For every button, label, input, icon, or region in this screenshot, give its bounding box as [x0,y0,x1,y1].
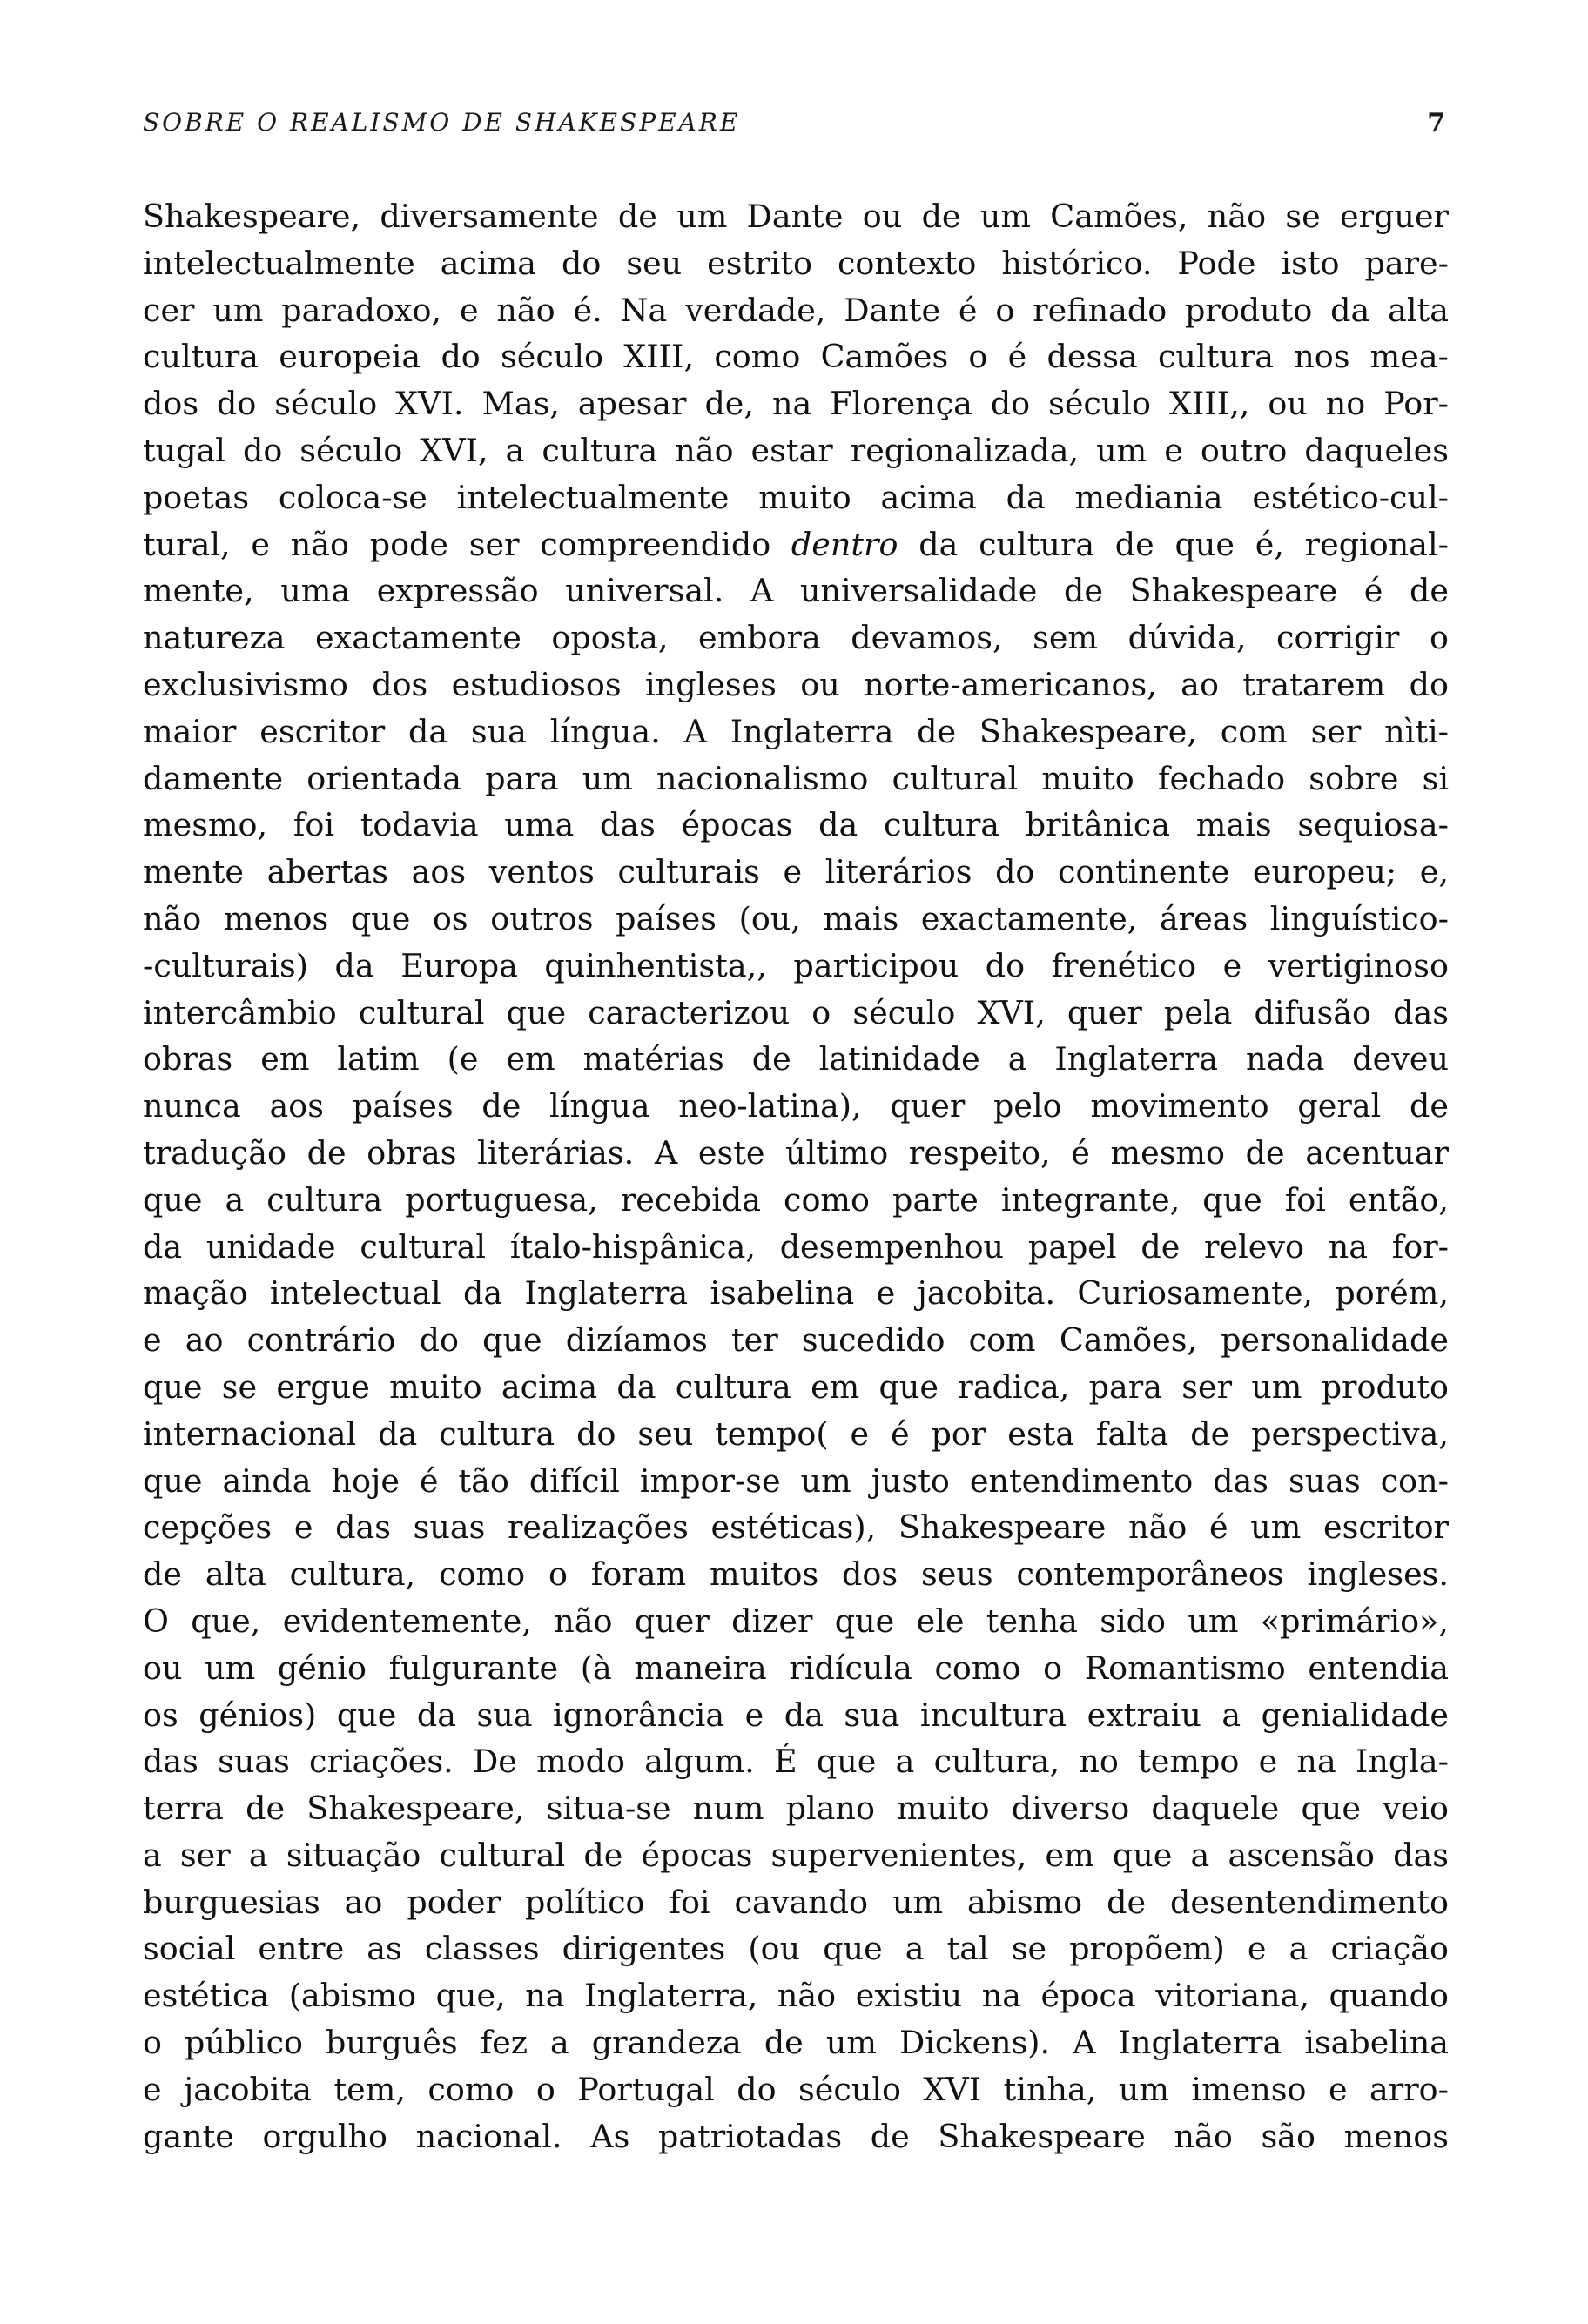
text-line: terra de Shakespeare, situa-se num plano muito diverso daquele que veio [143,1790,1449,1828]
text-line: tradução de obras literárias. A este último respeito, é mesmo de acentuar [143,1133,1449,1172]
text-line: ou um génio fulgurante (à maneira ridícula como o Romantismo entendia [143,1649,1449,1687]
text-line: o público burguês fez a grandeza de um Dickens). A Inglaterra isabelina [143,2024,1449,2062]
text-segment: da cultura de que é, regional- [898,525,1449,563]
text-line: internacional da cultura do seu tempo( e é por esta falta de perspectiva, [143,1414,1449,1453]
text-line: que a cultura portuguesa, recebida como parte integrante, que foi então, [143,1180,1449,1219]
text-line: burguesias ao poder político foi cavando um abismo de desentendimento [143,1883,1449,1921]
text-line: obras em latim (e em matérias de latinidade a Inglaterra nada deveu [143,1040,1449,1078]
text-line: Shakespeare, diversamente de um Dante ou de um Camões, não se erguer [143,198,1449,235]
running-header [143,108,1445,157]
text-line: mente, uma expressão universal. A universalidade de Shakespeare é de [143,572,1449,610]
text-line: cultura europeia do século XIII, como Camões o é dessa cultura nos mea- [143,338,1449,376]
text-line: -culturais) da Europa quinhentista,, participou do frenético e vertiginoso [143,946,1449,984]
text-line: que se ergue muito acima da cultura em que radica, para ser um produto [143,1367,1449,1406]
text-line: que ainda hoje é tão difícil impor-se um justo entendimento das suas con- [143,1461,1449,1500]
text-line: e jacobita tem, como o Portugal do século XVI tinha, um imenso e arro- [143,2070,1449,2108]
text-line: estética (abismo que, na Inglaterra, não existiu na época vitoriana, quando [143,1977,1449,2015]
text-line: a ser a situação cultural de épocas supervenientes, em que a ascensão das [143,1836,1449,1874]
text-line: nunca aos países de língua neo-latina), quer pelo movimento geral de [143,1087,1449,1125]
text-line-with-emphasis [143,521,1449,568]
text-segment: tural, e não pode ser compreendido [143,525,791,563]
text-line: dos do século XVI. Mas, apesar de, na Florença do século XIII,, ou no Por- [143,385,1449,423]
text-line: O que, evidentemente, não quer dizer que ele tenha sido um «primário», [143,1602,1449,1640]
text-line: e ao contrário do que dizíamos ter sucedido com Camões, personalidade [143,1321,1449,1360]
text-line: exclusivismo dos estudiosos ingleses ou norte-americanos, ao tratarem do [143,665,1449,703]
text-line: da unidade cultural ítalo-hispânica, desempenhou papel de relevo na for- [143,1227,1449,1266]
text-line: natureza exactamente oposta, embora devamos, sem dúvida, corrigir o [143,619,1449,657]
body-paragraph [143,193,1449,2159]
text-line: de alta cultura, como o foram muitos dos seus contemporâneos ingleses. [143,1555,1449,1594]
text-line: intercâmbio cultural que caracterizou o século XVI, quer pela difusão das [143,993,1449,1031]
emphasized-word: dentro [791,525,898,563]
text-line: intelectualmente acima do seu estrito contexto histórico. Pode isto pare- [143,244,1449,282]
text-line: mente abertas aos ventos culturais e literários do continente europeu; e, [143,853,1449,891]
text-line: mesmo, foi todavia uma das épocas da cultura britânica mais sequiosa- [143,806,1449,844]
text-line: das suas criações. De modo algum. É que a cultura, no tempo e na Ingla- [143,1743,1449,1781]
text-line: maior escritor da sua língua. A Inglaterra de Shakespeare, com ser nìti- [143,712,1449,750]
text-line: tugal do século XVI, a cultura não estar regionalizada, um e outro daqueles [143,431,1449,469]
text-line: não menos que os outros países (ou, mais exactamente, áreas linguístico- [143,899,1449,937]
text-line: gante orgulho nacional. As patriotadas de Shakespeare não são menos [143,2117,1449,2155]
page-number: 7 [1427,108,1445,138]
text-line: cepções e das suas realizações estéticas), Shakespeare não é um escritor [143,1508,1449,1547]
text-line: social entre as classes dirigentes (ou que a tal se propõem) e a criação [143,1930,1449,1968]
text-line: cer um paradoxo, e não é. Na verdade, Dante é o refinado produto da alta [143,291,1449,329]
text-line: damente orientada para um nacionalismo cultural muito fechado sobre si [143,759,1449,797]
text-line: os génios) que da sua ignorância e da sua incultura extraiu a genialidade [143,1696,1449,1734]
text-line: poetas coloca-se intelectualmente muito acima da mediania estético-cul- [143,478,1449,516]
text-line: mação intelectual da Inglaterra isabelina e jacobita. Curiosamente, porém, [143,1274,1449,1313]
running-title: SOBRE O REALISMO DE SHAKESPEARE [143,108,741,137]
